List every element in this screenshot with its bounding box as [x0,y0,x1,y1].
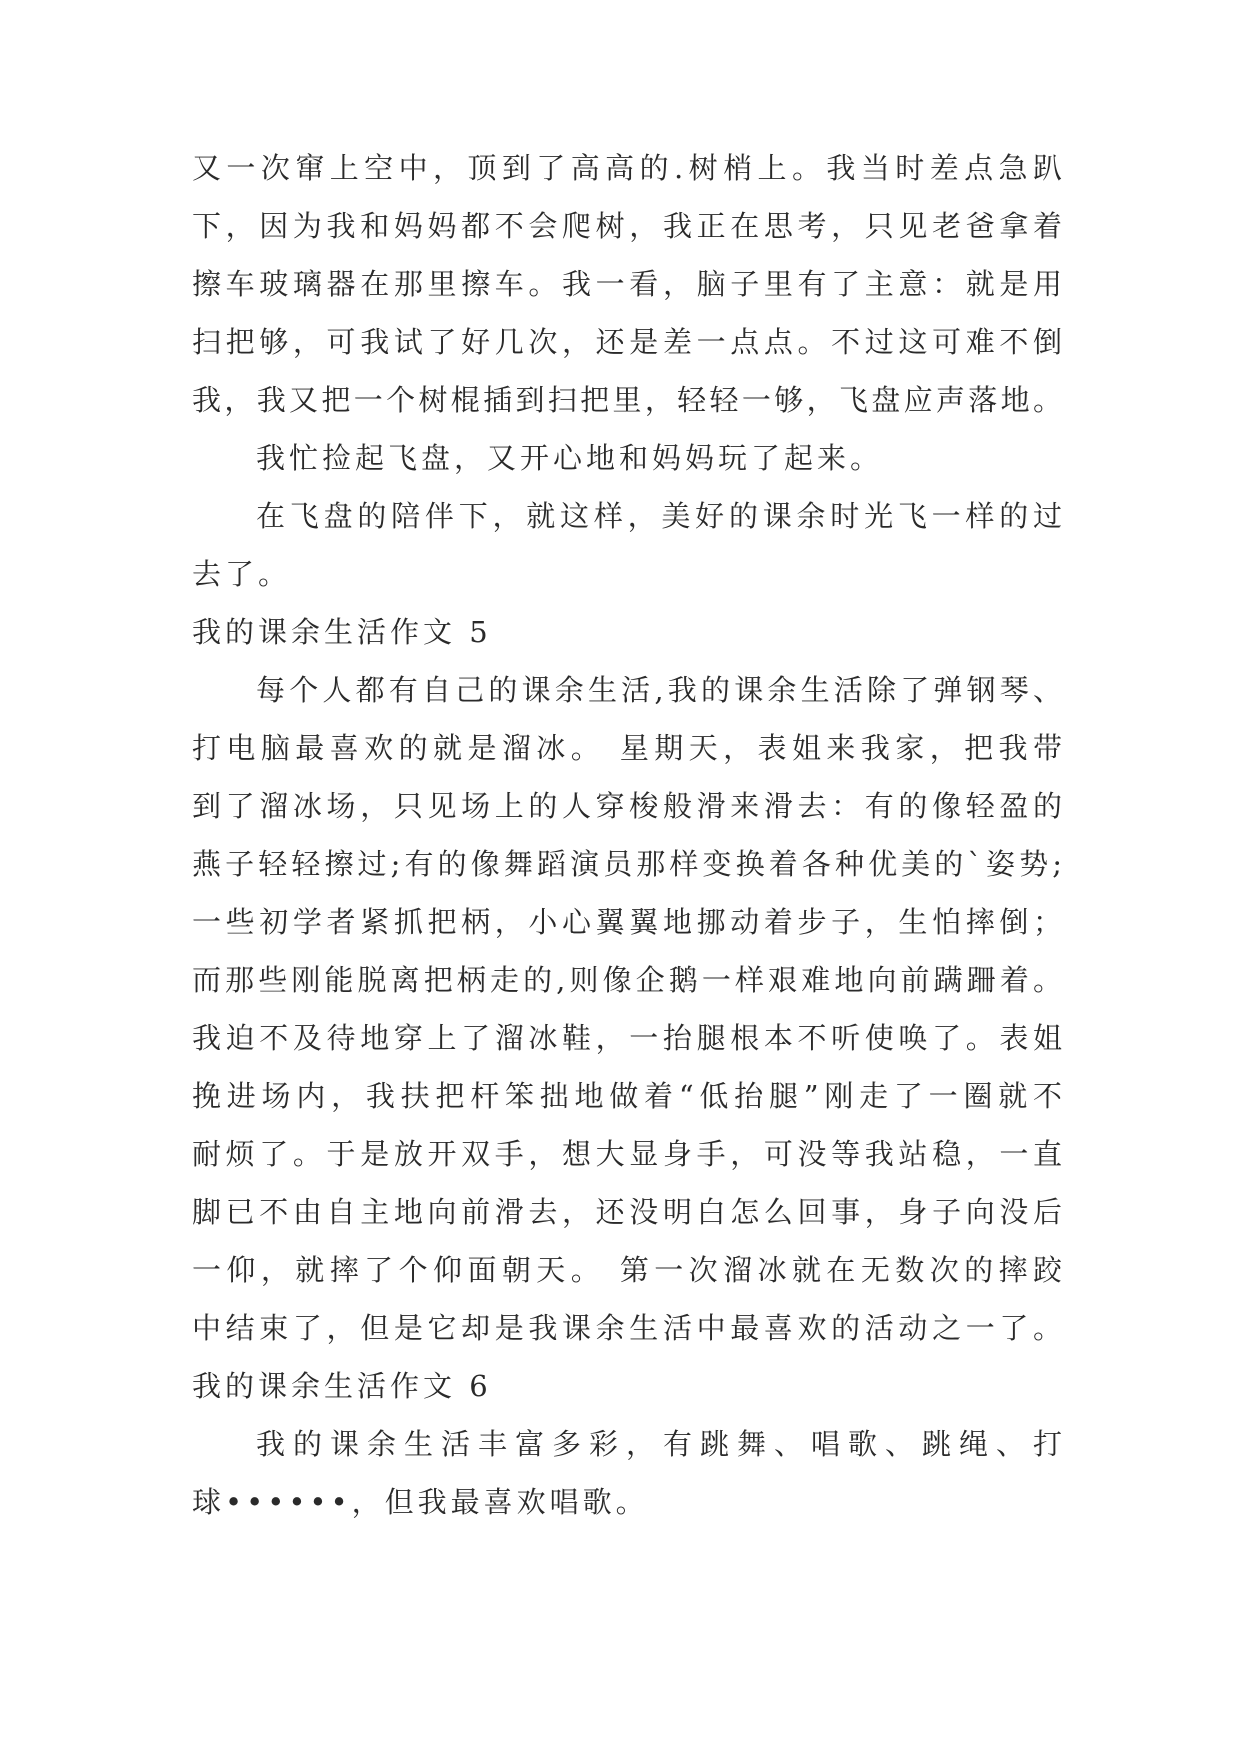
essay-heading: 我的课余生活作文 5 [192,615,492,649]
paragraph-line: 扫把够，可我试了好几次，还是差一点点。不过这可难不倒 [192,325,1062,359]
paragraph-line: 去了。 [192,557,292,591]
paragraph-line: 我的课余生活丰富多彩，有跳舞、唱歌、跳绳、打 [256,1427,1062,1461]
paragraph-line: 球••••••，但我最喜欢唱歌。 [192,1485,649,1519]
paragraph-line: 打电脑最喜欢的就是溜冰。 星期天，表姐来我家，把我带 [192,731,1062,765]
essay-heading: 我的课余生活作文 6 [192,1369,492,1403]
paragraph-line: 到了溜冰场，只见场上的人穿梭般滑来滑去：有的像轻盈的 [192,789,1062,823]
paragraph-line: 我忙捡起飞盘，又开心地和妈妈玩了起来。 [256,441,884,475]
paragraph-line: 一仰，就摔了个仰面朝天。 第一次溜冰就在无数次的摔跤 [192,1253,1062,1287]
paragraph-line: 中结束了，但是它却是我课余生活中最喜欢的活动之一了。 [192,1311,1062,1345]
paragraph-line: 擦车玻璃器在那里擦车。我一看，脑子里有了主意：就是用 [192,267,1062,301]
paragraph-line: 下，因为我和妈妈都不会爬树，我正在思考，只见老爸拿着 [192,209,1062,243]
paragraph-line: 一些初学者紧抓把柄，小心翼翼地挪动着步子，生怕摔倒； [192,905,1062,939]
paragraph-line: 燕子轻轻擦过;有的像舞蹈演员那样变换着各种优美的`姿势; [192,847,1062,881]
paragraph-line: 我，我又把一个树棍插到扫把里，轻轻一够，飞盘应声落地。 [192,383,1062,417]
paragraph-line: 脚已不由自主地向前滑去，还没明白怎么回事，身子向没后 [192,1195,1062,1229]
paragraph-line: 挽进场内，我扶把杆笨拙地做着“低抬腿”刚走了一圈就不 [192,1079,1062,1113]
paragraph-line: 在飞盘的陪伴下，就这样，美好的课余时光飞一样的过 [256,499,1062,533]
paragraph-line: 又一次窜上空中，顶到了高高的.树梢上。我当时差点急趴 [192,151,1062,185]
paragraph-line: 我迫不及待地穿上了溜冰鞋，一抬腿根本不听使唤了。表姐 [192,1021,1062,1055]
paragraph-line: 每个人都有自己的课余生活,我的课余生活除了弹钢琴、 [256,673,1062,707]
paragraph-line: 而那些刚能脱离把柄走的,则像企鹅一样艰难地向前蹒跚着。 [192,963,1062,997]
paragraph-line: 耐烦了。于是放开双手，想大显身手，可没等我站稳，一直 [192,1137,1062,1171]
